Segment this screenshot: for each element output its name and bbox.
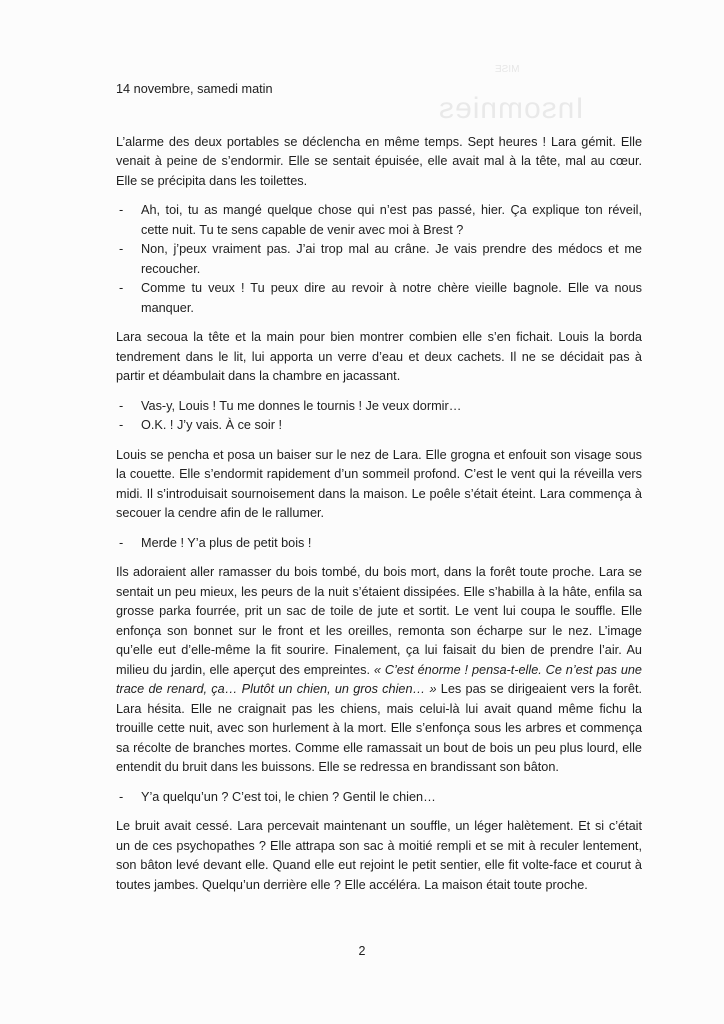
dialog-text: Comme tu veux ! Tu peux dire au revoir à notre chère vieille bagnole. Elle va nous manquer. xyxy=(141,281,642,315)
paragraph-5: Le bruit avait cessé. Lara percevait maintenant un souffle, un léger halètement. Et si c’était un de ces psychopathes ? Elle attrapa son sac à moitié rempli et se mit à reculer lentement, son bâton levé devant elle. Quand elle eut rejoint le petit sentier, elle fit volte-face et courut à toutes jambes. Quelqu’un derrière elle ? Elle accéléra. La maison était toute proche. xyxy=(116,819,642,892)
dialog-line xyxy=(116,240,642,279)
dialog-block-4 xyxy=(116,788,642,808)
dialog-line xyxy=(116,416,642,436)
dash-marker: - xyxy=(119,535,124,550)
body-text xyxy=(116,80,642,905)
dialog-line xyxy=(116,788,642,808)
dialog-text: Merde ! Y’a plus de petit bois ! xyxy=(141,535,312,550)
paragraph-2: Lara secoua la tête et la main pour bien montrer combien elle s’en fichait. Louis la borda tendrement dans le lit, lui apporta un verre d’eau et deux cachets. Il ne se décidait pas à partir et déambulait dans la chambre en jacassant. xyxy=(116,330,642,383)
dialog-text: Y’a quelqu’un ? C’est toi, le chien ? Gentil le chien… xyxy=(141,789,436,804)
dialog-text: Vas-y, Louis ! Tu me donnes le tournis ! Je veux dormir… xyxy=(141,398,462,413)
dialog-block-3 xyxy=(116,534,642,554)
dash-marker: - xyxy=(119,281,124,295)
show-through-small-text: MISE xyxy=(494,64,519,75)
dialog-text: O.K. ! J’y vais. À ce soir ! xyxy=(141,418,283,432)
paragraph-4-thought: « C’est énorme ! pensa-t-elle. Ce n’est pas une trace de renard, ça… Plutôt un chien, un gros chien… » xyxy=(116,662,642,696)
dialog-line xyxy=(116,534,642,554)
paragraph-1: L’alarme des deux portables se déclencha en même temps. Sept heures ! Lara gémit. Elle venait à peine de s’endormir. Elle se sentait épuisée, elle avait mal à la tête, mal au cœur. Elle se précipita dans les toilettes. xyxy=(116,134,642,188)
dialog-line xyxy=(116,397,642,417)
dash-marker: - xyxy=(119,398,124,413)
dash-marker: - xyxy=(119,418,124,432)
paragraph-4 xyxy=(116,563,642,778)
dialog-text: Ah, toi, tu as mangé quelque chose qui n’est pas passé, hier. Ça explique ton réveil, cette nuit. Tu te sens capable de venir avec moi à Brest ? xyxy=(141,203,642,237)
dash-marker: - xyxy=(119,242,124,256)
show-through-title: Insomnies xyxy=(438,92,584,125)
date-line: 14 novembre, samedi matin xyxy=(116,82,273,96)
dialog-text: Non, j’peux vraiment pas. J’ai trop mal au crâne. Je vais prendre des médocs et me recoucher. xyxy=(141,242,642,276)
dash-marker: - xyxy=(119,203,124,217)
dialog-block-1 xyxy=(116,201,642,318)
paragraph-4-start: Ils adoraient aller ramasser du bois tombé, du bois mort, dans la forêt toute proche. Lara se sentait un peu mieux, les peurs de la nuit s’étaient dissipées. Elle s’habilla à la hâte, enfila sa grosse parka fourrée, prit un sac de toile de jute et sortit. Le vent lui coupa le souffle. Elle enfonça son bonnet sur le front et les oreilles, remonta son écharpe sur le nez. L’image qu’elle eut d’elle-même la fit sourire. Finalement, ça lui faisait du bien de prendre l’air. Au milieu du jardin, elle aperçut des empreintes. xyxy=(116,565,642,677)
dialog-line xyxy=(116,279,642,318)
dialog-line xyxy=(116,201,642,240)
paragraph-3: Louis se pencha et posa un baiser sur le nez de Lara. Elle grogna et enfouit son visage sous la couette. Elle s’endormit rapidement d’un sommeil profond. C’est le vent qui la réveilla vers midi. Il s’introduisait sournoisement dans la maison. Le poêle s’était éteint. Lara commença à secouer la cendre afin de le rallumer. xyxy=(116,447,642,520)
paragraph-4-end: Les pas se dirigeaient vers la forêt. Lara hésita. Elle ne craignait pas les chiens, mais celui-là lui avait quand même fichu la trouille cette nuit, avec son hurlement à la mort. Elle s’enfonça sous les arbres et commença sa récolte de branches mortes. Comme elle ramassait un bout de bois un peu plus lourd, elle entendit du bruit dans les buissons. Elle se redressa en brandissant son bâton. xyxy=(116,682,642,774)
dialog-block-2 xyxy=(116,397,642,436)
dash-marker: - xyxy=(119,789,124,804)
page-number: 2 xyxy=(358,944,366,958)
